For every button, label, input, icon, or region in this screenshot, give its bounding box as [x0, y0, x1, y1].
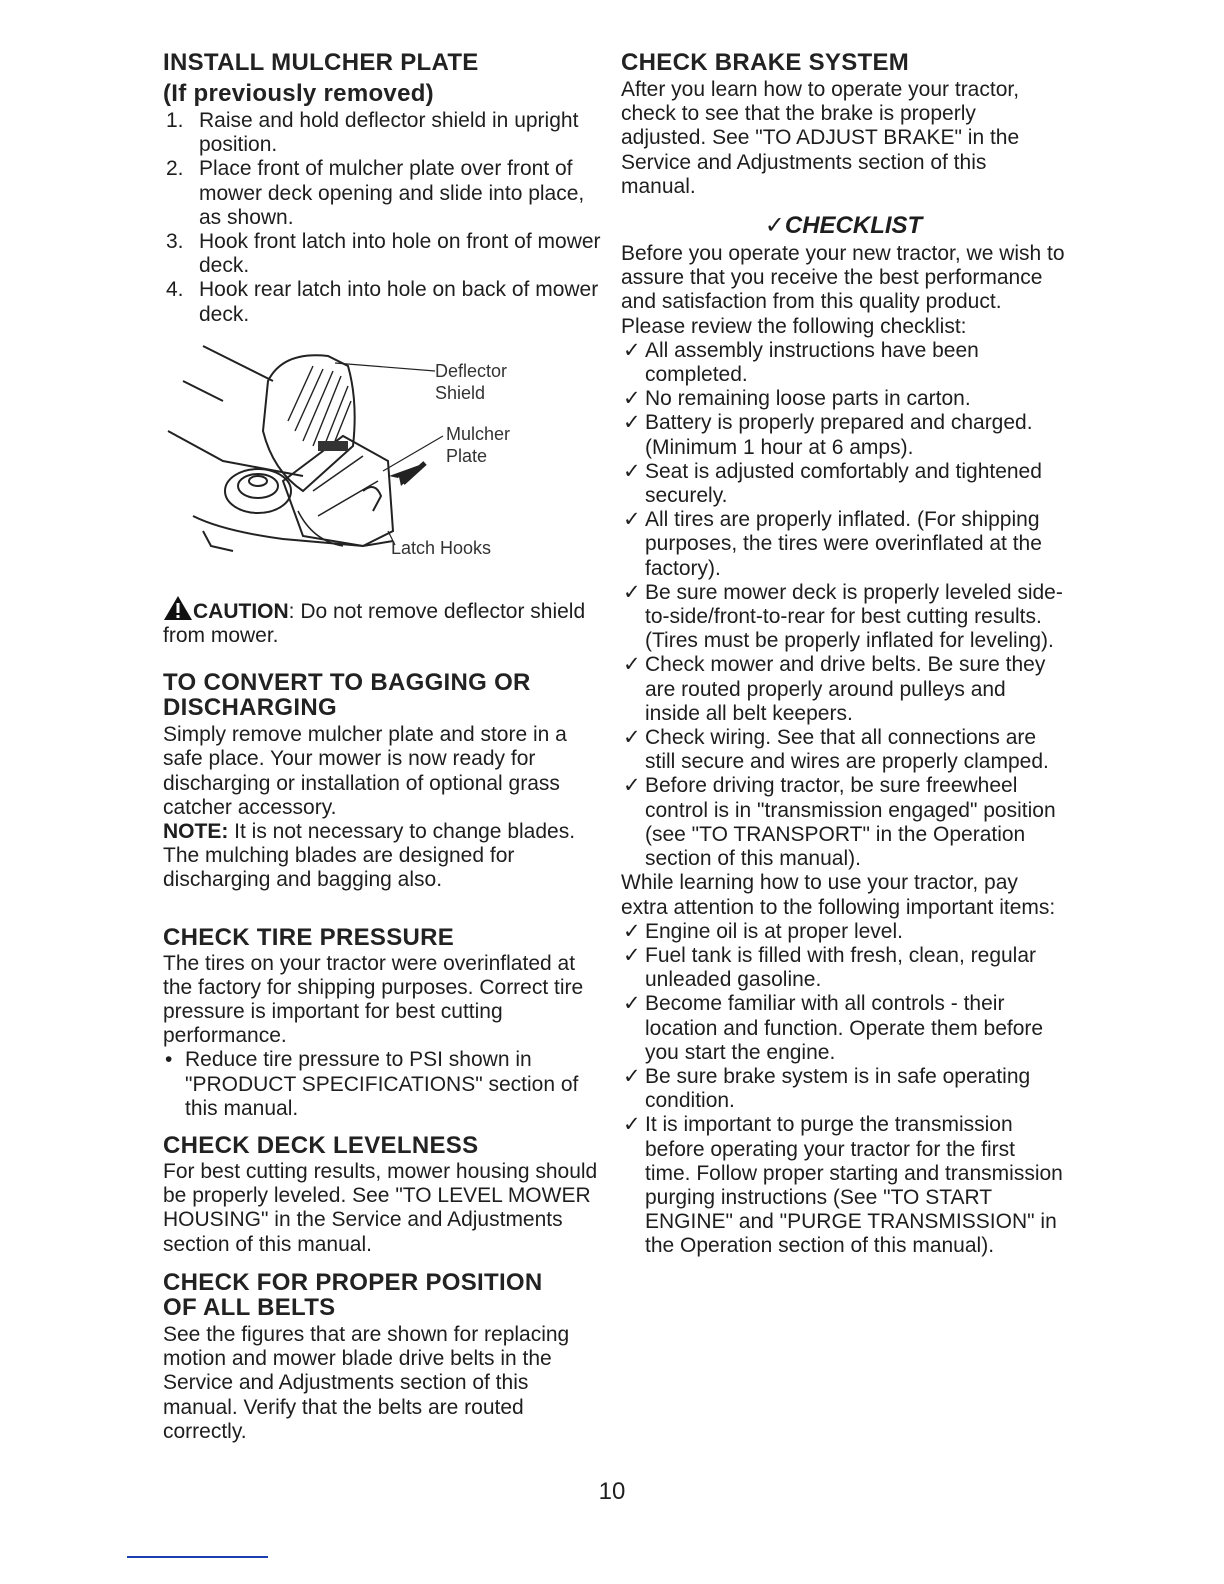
list-item: ✓ Before driving tractor, be sure freewheel control is in "transmission engaged" position (see "TO TRANSPORT" in the Operation section of this manual). — [623, 774, 1056, 871]
check-icon: ✓ — [623, 992, 641, 1016]
checklist-intro: Before you operate your new tractor, we wish to assure that you receive the best performance and satisfaction from this quality product. — [621, 242, 1065, 314]
list-item: ✓ All tires are properly inflated. (For shipping purposes, the tires were overinflated at the factory). — [623, 508, 1042, 580]
mulcher-plate-figure — [163, 341, 603, 589]
tire-pressure-bullets — [163, 1048, 603, 1121]
list-item: ✓ Check mower and drive belts. Be sure they are routed properly around pulleys and inside all belt keepers. — [623, 653, 1046, 725]
list-item: ✓ Check wiring. See that all connections are still secure and wires are properly clamped. — [623, 726, 1049, 774]
belts-title-line1: CHECK FOR PROPER POSITION — [163, 1268, 543, 1296]
check-icon: ✓ — [623, 726, 641, 750]
list-item: ✓ All assembly instructions have been completed. — [623, 338, 979, 387]
caution-text: : Do not remove deflector shield from mower. — [163, 599, 586, 648]
caution-label: CAUTION — [193, 599, 289, 623]
install-mulcher-subtitle: (If previously removed) — [163, 80, 434, 107]
list-item: ✓ No remaining loose parts in carton. — [623, 387, 971, 411]
mulcher-deck-illustration — [163, 341, 603, 589]
list-item: 4. Hook rear latch into hole on back of mower deck. — [166, 278, 599, 326]
list-item: ✓ Be sure mower deck is properly leveled side-to-side/front-to-rear for best cutting results. (Tires must be properly inflated for leveling). — [623, 580, 1063, 653]
check-icon: ✓ — [623, 387, 641, 411]
deck-levelness-title: CHECK DECK LEVELNESS — [163, 1132, 479, 1160]
list-item: ✓ It is important to purge the transmission before operating your tractor for the first time. Follow proper starting and transmission purging instructions (See "TO START ENGINE" and "PURGE TRANSMISSION" in the Operation section of this manual). — [623, 1113, 1063, 1258]
tire-pressure-body: The tires on your tractor were overinflated at the factory for shipping purposes. Correct tire pressure is important for best cutting performance. — [163, 951, 584, 1048]
check-icon: ✓ — [623, 943, 641, 967]
convert-title-line1: TO CONVERT TO BAGGING OR — [163, 669, 531, 697]
label-deflector: Deflector — [435, 360, 508, 381]
brake-system-body: After you learn how to operate your tractor, check to see that the brake is properly adjusted. See "TO ADJUST BRAKE" in the Service and Adjustments section of this manual. — [621, 78, 1020, 198]
list-item: ✓ Be sure brake system is in safe operating condition. — [623, 1064, 1031, 1113]
check-icon: ✓ — [623, 508, 641, 532]
list-item: 1. Raise and hold deflector shield in upright position. — [166, 109, 579, 157]
belts-title-line2: OF ALL BELTS — [163, 1293, 336, 1321]
checklist-while: While learning how to use your tractor, pay extra attention to the following important items: — [621, 871, 1056, 919]
label-plate: Plate — [446, 445, 488, 466]
convert-note — [163, 820, 603, 893]
label-latch-hooks: Latch Hooks — [391, 537, 492, 558]
note-label: NOTE: — [163, 820, 229, 844]
convert-title-line2: DISCHARGING — [163, 694, 337, 722]
left-column — [163, 50, 603, 1444]
check-icon: ✓ — [623, 580, 641, 604]
list-item: ✓ Seat is adjusted comfortably and tightened securely. — [623, 459, 1042, 508]
check-icon: ✓ — [623, 411, 641, 435]
right-column — [621, 50, 1066, 1259]
check-icon: ✓ — [623, 1113, 641, 1137]
label-shield: Shield — [435, 382, 486, 403]
list-item: ✓ Become familiar with all controls - their location and function. Operate them before you start the engine. — [623, 992, 1044, 1064]
install-steps — [163, 109, 603, 327]
check-icon: ✓ — [623, 919, 641, 943]
checklist-review: Please review the following checklist: — [621, 314, 967, 338]
list-item: • Reduce tire pressure to PSI shown in "PRODUCT SPECIFICATIONS" section of this manual. — [165, 1048, 579, 1120]
checklist-title: ✓CHECKLIST — [764, 212, 923, 240]
check-icon: ✓ — [623, 1064, 641, 1088]
check-icon: ✓ — [623, 653, 641, 677]
label-mulcher: Mulcher — [446, 423, 511, 444]
convert-body: Simply remove mulcher plate and store in a safe place. Your mower is now ready for discharging or installation of optional grass catcher accessory. — [163, 723, 567, 819]
list-item: ✓ Fuel tank is filled with fresh, clean, regular unleaded gasoline. — [623, 943, 1037, 992]
checklist-items-2 — [621, 920, 1066, 1259]
brake-system-title: CHECK BRAKE SYSTEM — [621, 49, 910, 76]
check-icon: ✓ — [623, 459, 641, 483]
caution-note — [163, 595, 603, 648]
deck-levelness-body: For best cutting results, mower housing should be properly leveled. See "TO LEVEL MOWER HOUSING" in the Service and Adjustments section of this manual. — [163, 1160, 598, 1256]
list-item: 3. Hook front latch into hole on front of mower deck. — [166, 230, 601, 278]
check-icon: ✓ — [623, 774, 641, 798]
footer-rule — [127, 1556, 268, 1558]
tire-pressure-title: CHECK TIRE PRESSURE — [163, 923, 455, 951]
warning-triangle-icon — [163, 595, 193, 621]
list-item: ✓ Battery is properly prepared and charged. (Minimum 1 hour at 6 amps). — [623, 411, 1033, 459]
list-item: 2. Place front of mulcher plate over front of mower deck opening and slide into place, as shown. — [166, 157, 585, 229]
belts-body: See the figures that are shown for replacing motion and mower blade drive belts in the Service and Adjustments section of this manual. Verify that the belts are routed correctly. — [163, 1322, 570, 1443]
list-item: ✓ Engine oil is at proper level. — [623, 919, 903, 943]
check-icon: ✓ — [623, 338, 641, 362]
page-number: 10 — [598, 1478, 626, 1505]
note-text: It is not necessary to change blades. The mulching blades are designed for discharging and bagging also. — [163, 820, 576, 892]
install-mulcher-title: INSTALL MULCHER PLATE — [163, 49, 479, 76]
checklist-items — [621, 339, 1066, 871]
